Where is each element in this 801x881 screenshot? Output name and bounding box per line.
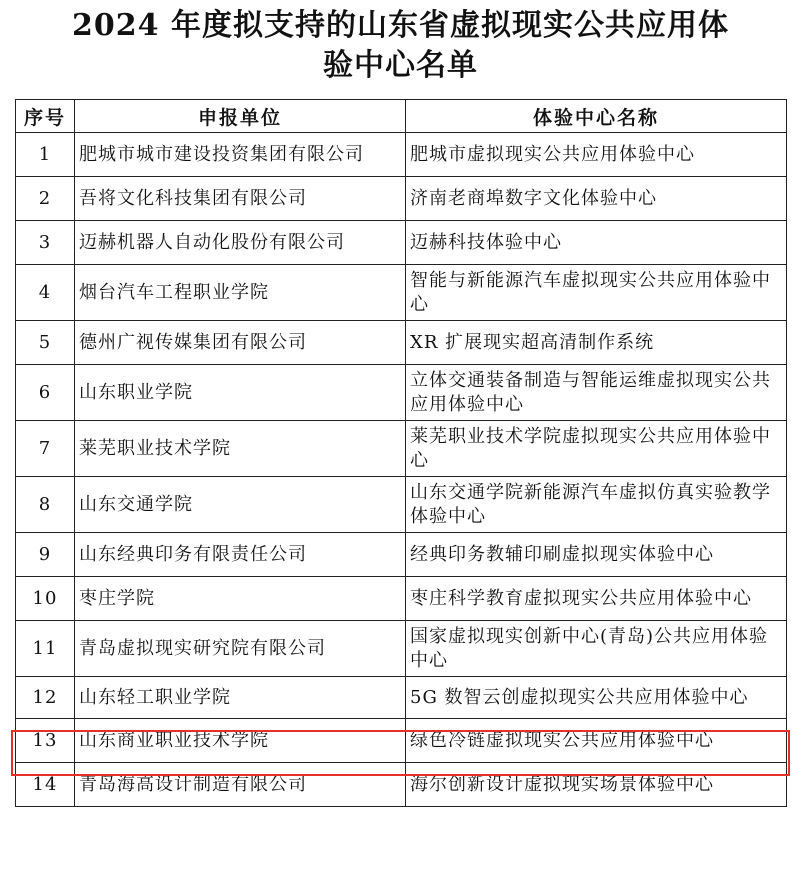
title-line-2: 验中心名单: [323, 48, 478, 83]
title-line-1: 2024 年度拟支持的山东省虚拟现实公共应用体: [72, 8, 729, 43]
cell-serial: 2: [16, 177, 75, 221]
cell-applicant: 枣庄学院: [75, 577, 406, 621]
table-row: [16, 321, 787, 365]
cell-serial: 1: [16, 133, 75, 177]
cell-center-name: XR 扩展现实超高清制作系统: [406, 321, 787, 365]
table-row: [16, 621, 787, 677]
cell-center-name: 山东交通学院新能源汽车虚拟仿真实验教学体验中心: [406, 477, 787, 533]
cell-center-name: 济南老商埠数字文化体验中心: [406, 177, 787, 221]
cell-serial: 3: [16, 221, 75, 265]
cell-center-name: 经典印务教辅印刷虚拟现实体验中心: [406, 533, 787, 577]
table-row: [16, 177, 787, 221]
table-row: [16, 533, 787, 577]
cell-applicant: 烟台汽车工程职业学院: [75, 265, 406, 321]
cell-center-name: 立体交通装备制造与智能运维虚拟现实公共应用体验中心: [406, 365, 787, 421]
cell-applicant: 青岛虚拟现实研究院有限公司: [75, 621, 406, 677]
cell-center-name: 肥城市虚拟现实公共应用体验中心: [406, 133, 787, 177]
cell-applicant: 青岛海高设计制造有限公司: [75, 763, 406, 807]
cell-applicant: 迈赫机器人自动化股份有限公司: [75, 221, 406, 265]
cell-center-name: 迈赫科技体验中心: [406, 221, 787, 265]
table-row: [16, 421, 787, 477]
table-row: [16, 719, 787, 763]
cell-applicant: 吾将文化科技集团有限公司: [75, 177, 406, 221]
cell-serial: 13: [16, 719, 75, 763]
cell-serial: 7: [16, 421, 75, 477]
header-center-name: 体验中心名称: [406, 100, 787, 133]
center-list-table: [15, 99, 787, 807]
cell-center-name: 5G 数智云创虚拟现实公共应用体验中心: [406, 677, 787, 719]
cell-serial: 12: [16, 677, 75, 719]
cell-serial: 14: [16, 763, 75, 807]
cell-applicant: 山东交通学院: [75, 477, 406, 533]
cell-serial: 5: [16, 321, 75, 365]
cell-center-name: 海尔创新设计虚拟现实场景体验中心: [406, 763, 787, 807]
cell-applicant: 莱芜职业技术学院: [75, 421, 406, 477]
cell-applicant: 山东经典印务有限责任公司: [75, 533, 406, 577]
cell-serial: 8: [16, 477, 75, 533]
cell-center-name: 绿色冷链虚拟现实公共应用体验中心: [406, 719, 787, 763]
table-row: [16, 577, 787, 621]
table-row: [16, 265, 787, 321]
cell-center-name: 枣庄科学教育虚拟现实公共应用体验中心: [406, 577, 787, 621]
table-header-row: [16, 100, 787, 133]
cell-serial: 9: [16, 533, 75, 577]
table-row: [16, 477, 787, 533]
table-row: [16, 763, 787, 807]
header-applicant: 申报单位: [75, 100, 406, 133]
cell-applicant: 德州广视传媒集团有限公司: [75, 321, 406, 365]
cell-applicant: 肥城市城市建设投资集团有限公司: [75, 133, 406, 177]
cell-center-name: 莱芜职业技术学院虚拟现实公共应用体验中心: [406, 421, 787, 477]
cell-center-name: 智能与新能源汽车虚拟现实公共应用体验中心: [406, 265, 787, 321]
cell-applicant: 山东商业职业技术学院: [75, 719, 406, 763]
cell-serial: 11: [16, 621, 75, 677]
cell-serial: 6: [16, 365, 75, 421]
cell-serial: 10: [16, 577, 75, 621]
page-title: [0, 6, 801, 86]
table-row: [16, 133, 787, 177]
cell-applicant: 山东职业学院: [75, 365, 406, 421]
header-serial: 序号: [16, 100, 75, 133]
table-row: [16, 365, 787, 421]
table-row-highlighted: [16, 677, 787, 719]
cell-serial: 4: [16, 265, 75, 321]
cell-applicant: 山东轻工职业学院: [75, 677, 406, 719]
cell-center-name: 国家虚拟现实创新中心(青岛)公共应用体验中心: [406, 621, 787, 677]
table-row: [16, 221, 787, 265]
